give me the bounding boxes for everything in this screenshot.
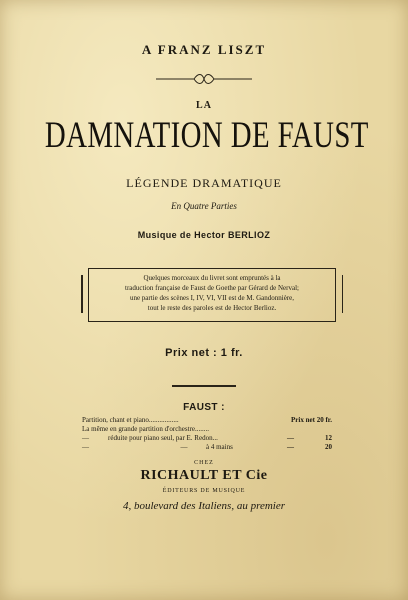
edition-dash: — xyxy=(287,434,294,442)
page-title: DAMNATION DE FAUST xyxy=(44,115,369,156)
ornament-divider xyxy=(156,72,252,86)
dedication: A FRANZ LISZT xyxy=(141,42,267,57)
composer-line: Musique de Hector BERLIOZ xyxy=(137,230,271,240)
editions-list xyxy=(82,416,332,452)
edition-label: à 4 mains xyxy=(206,443,233,451)
edition-row xyxy=(82,443,332,452)
edition-row xyxy=(82,416,332,425)
note-line: Quelques morceaux du livret sont empruntés à la xyxy=(143,274,281,282)
edition-dash: — xyxy=(82,443,89,451)
edition-label: La même en grande partition d'orchestre........ xyxy=(82,425,210,433)
parts-line: En Quatre Parties xyxy=(171,201,237,211)
editions-heading: FAUST : xyxy=(183,402,225,413)
note-line: une partie des scènes I, IV, VI, VII est de M. Gandonnière, xyxy=(129,294,295,302)
note-line: tout le reste des paroles est de Hector Berlioz. xyxy=(147,304,277,312)
subtitle: LÉGENDE DRAMATIQUE xyxy=(126,176,282,190)
note-line: traduction française de Faust de Goethe par Gérard de Nerval; xyxy=(125,284,299,292)
edition-row xyxy=(82,425,332,434)
box-right-tick xyxy=(342,275,344,313)
edition-row xyxy=(82,434,332,443)
divider-rule xyxy=(172,385,236,387)
edition-price: 20 xyxy=(325,443,332,451)
edition-label: Partition, chant et piano................. xyxy=(82,416,179,424)
pre-title: LA xyxy=(196,100,212,111)
chez-label: CHEZ xyxy=(194,460,214,466)
price-line: Prix net : 1 fr. xyxy=(165,347,243,359)
box-left-tick xyxy=(81,275,83,313)
publisher-address: 4, boulevard des Italiens, au premier xyxy=(122,500,286,512)
publisher-name: RICHAULT ET Cie xyxy=(140,468,268,483)
edition-dash: — xyxy=(82,434,89,442)
libretto-note-box xyxy=(88,268,336,322)
edition-price: 12 xyxy=(325,434,332,442)
edition-dash: — xyxy=(287,443,294,451)
edition-price: Prix net 20 fr. xyxy=(291,416,332,424)
edition-label: réduite pour piano seul, par E. Redon... xyxy=(108,434,218,442)
edition-dash: — xyxy=(180,443,188,451)
publisher-subtitle: ÉDITEURS DE MUSIQUE xyxy=(162,488,246,494)
